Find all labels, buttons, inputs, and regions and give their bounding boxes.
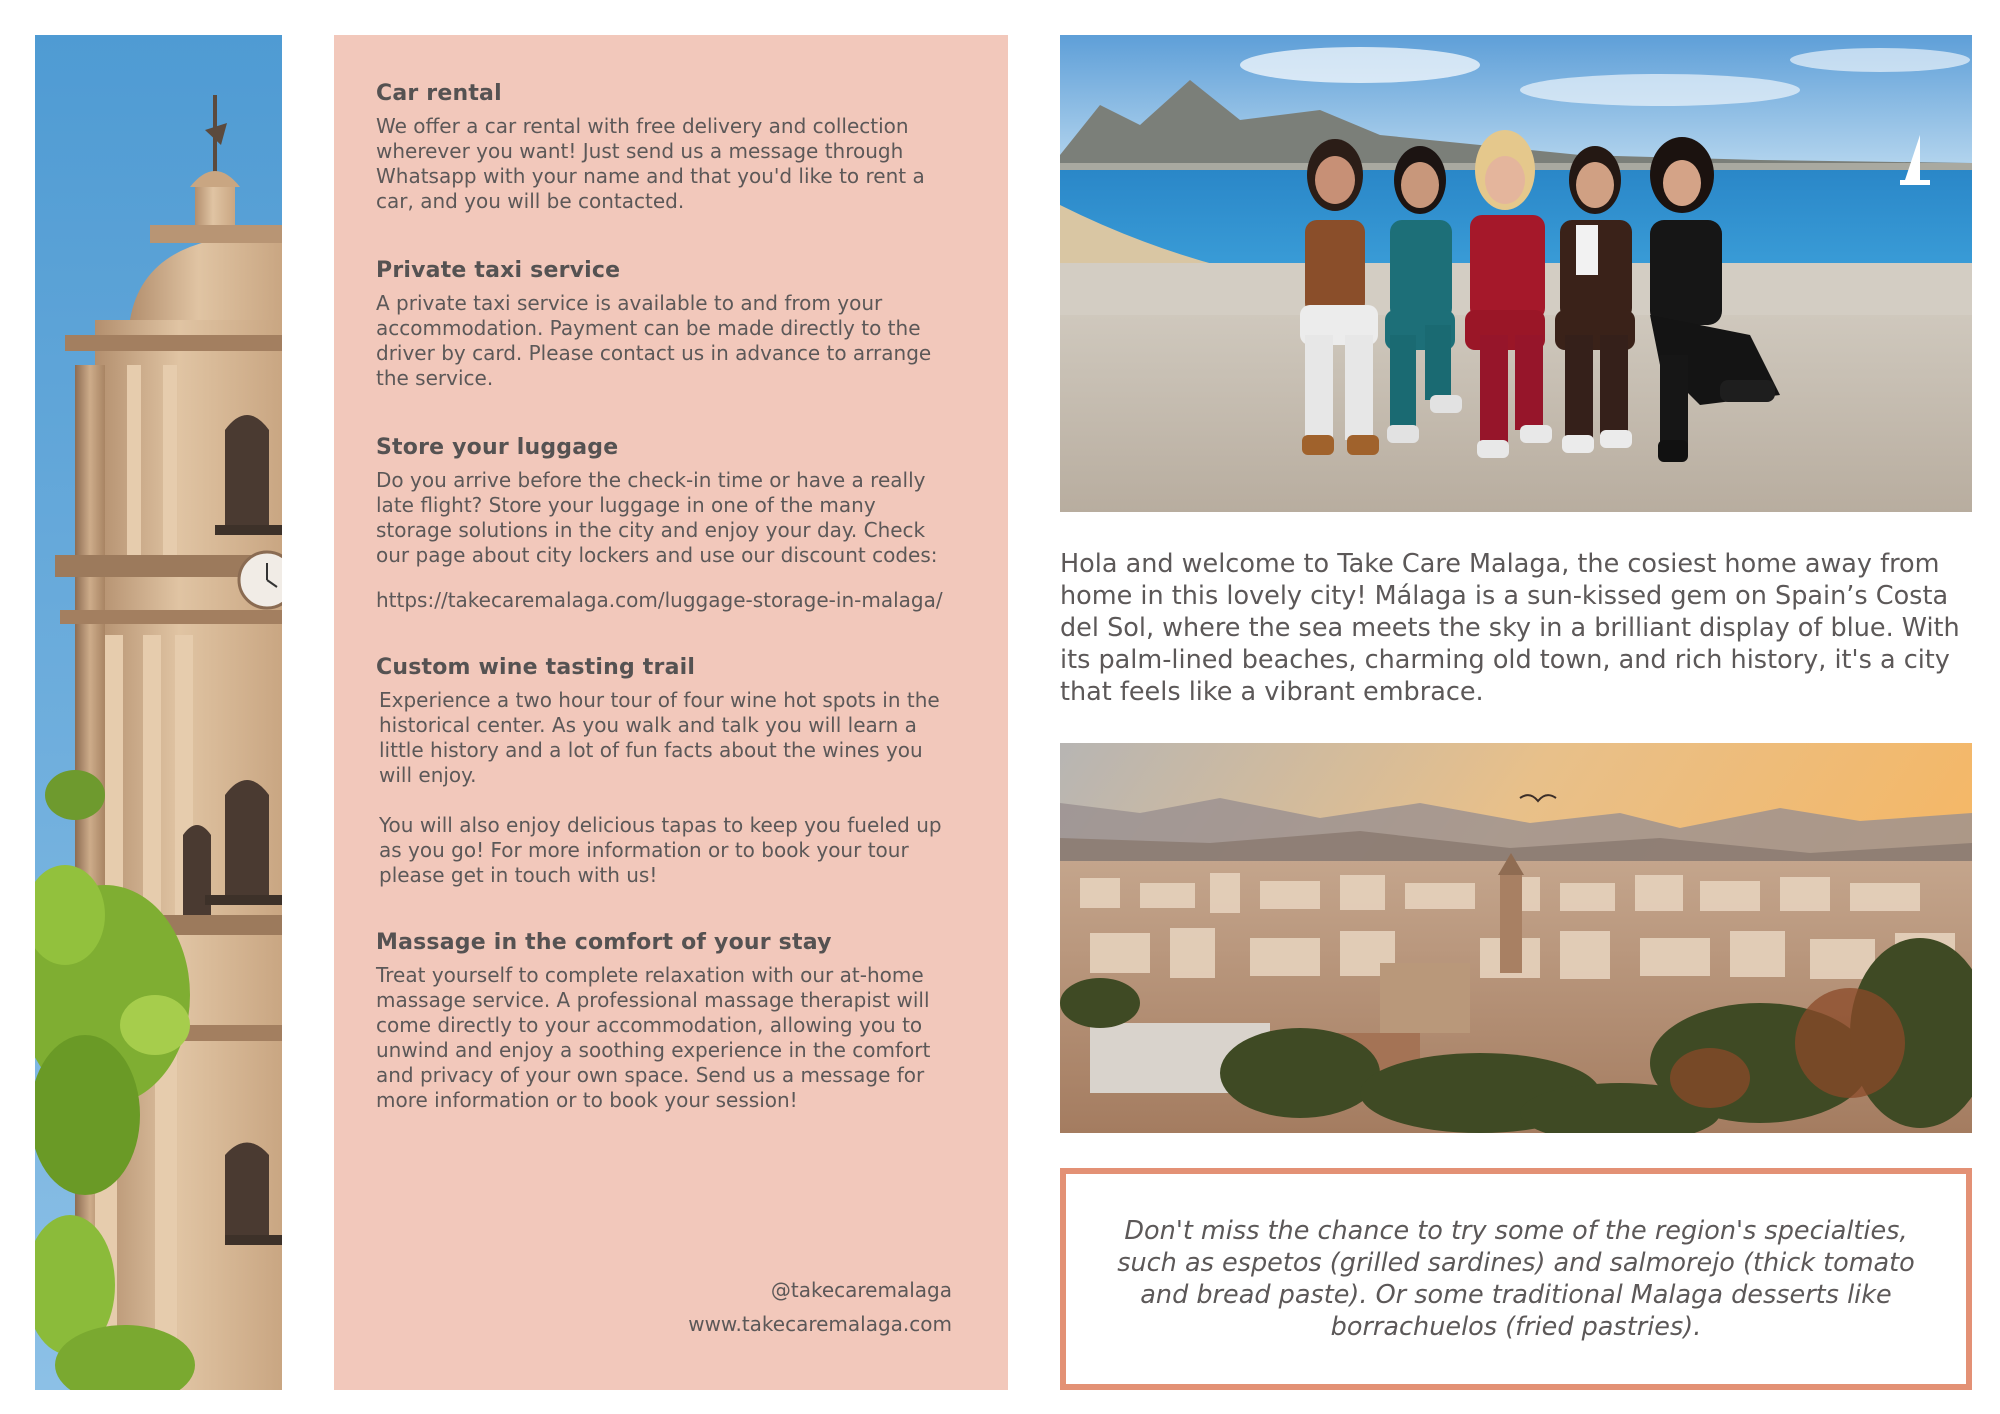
service-description-extra: You will also enjoy delicious tapas to keep you fueled up as you go! For more information or to book your tour please get in touch with us! (379, 813, 942, 887)
cathedral-tower-photo (35, 35, 282, 1390)
team-beach-illustration (1060, 35, 1972, 512)
services-panel (334, 35, 1008, 1390)
service-private-taxi (376, 258, 952, 391)
service-title: Store your luggage (376, 435, 619, 460)
service-title: Car rental (376, 81, 502, 106)
service-title: Private taxi service (376, 258, 621, 283)
service-description: Experience a two hour tour of four wine hot spots in the historical center. As you walk and talk you will learn a little history and a lot of fun facts about the wines you will enjoy. (379, 688, 940, 787)
service-luggage-storage (376, 435, 952, 615)
website-link[interactable]: www.takecaremalaga.com (688, 1312, 952, 1336)
cathedral-tower-illustration (35, 35, 282, 1390)
luggage-storage-link[interactable]: https://takecaremalaga.com/luggage-storage-in-malaga/ (376, 588, 943, 612)
specialties-tip-text: Don't miss the chance to try some of the region's specialties, such as espetos (grilled sardines) and salmorejo (thick tomato and bread paste). Or some traditional Malaga desserts like borrachuelos (fried pastries). (1117, 1216, 1915, 1342)
contact-info (688, 1273, 952, 1341)
malaga-city-photo (1060, 743, 1972, 1133)
team-photo (1060, 35, 1972, 512)
specialties-tip-box (1060, 1168, 1972, 1390)
social-handle[interactable]: @takecaremalaga (770, 1278, 952, 1302)
city-sunset-illustration (1060, 743, 1972, 1133)
service-title: Custom wine tasting trail (376, 655, 696, 680)
service-wine-tasting (376, 655, 952, 888)
welcome-text: Hola and welcome to Take Care Malaga, the cosiest home away from home in this lovely city! Málaga is a sun-kissed gem on Spain’s Costa del Sol, where the sea meets the sky in a brilliant display of blue. With its palm-lined beaches, charming old town, and rich history, it's a city that feels like a vibrant embrace. (1060, 549, 1960, 707)
service-description: We offer a car rental with free delivery and collection wherever you want! Just send us a message through Whatsapp with your name and that you'd like to rent a car, and you will be contacted. (376, 114, 925, 213)
service-description: Do you arrive before the check-in time or have a really late flight? Store your luggage in one of the many storage solutions in the city and enjoy your day. Check our page about city lockers and use our discount codes: (376, 468, 938, 567)
service-description: Treat yourself to complete relaxation with our at-home massage service. A professional massage therapist will come directly to your accommodation, allowing you to unwind and enjoy a soothing experience in the comfort and privacy of your own space. Send us a message for more information or to book your session! (376, 963, 931, 1112)
service-description: A private taxi service is available to and from your accommodation. Payment can be made directly to the driver by card. Please contact us in advance to arrange the service. (376, 291, 932, 390)
service-massage (376, 930, 952, 1113)
service-title: Massage in the comfort of your stay (376, 930, 832, 955)
service-car-rental (376, 81, 952, 214)
